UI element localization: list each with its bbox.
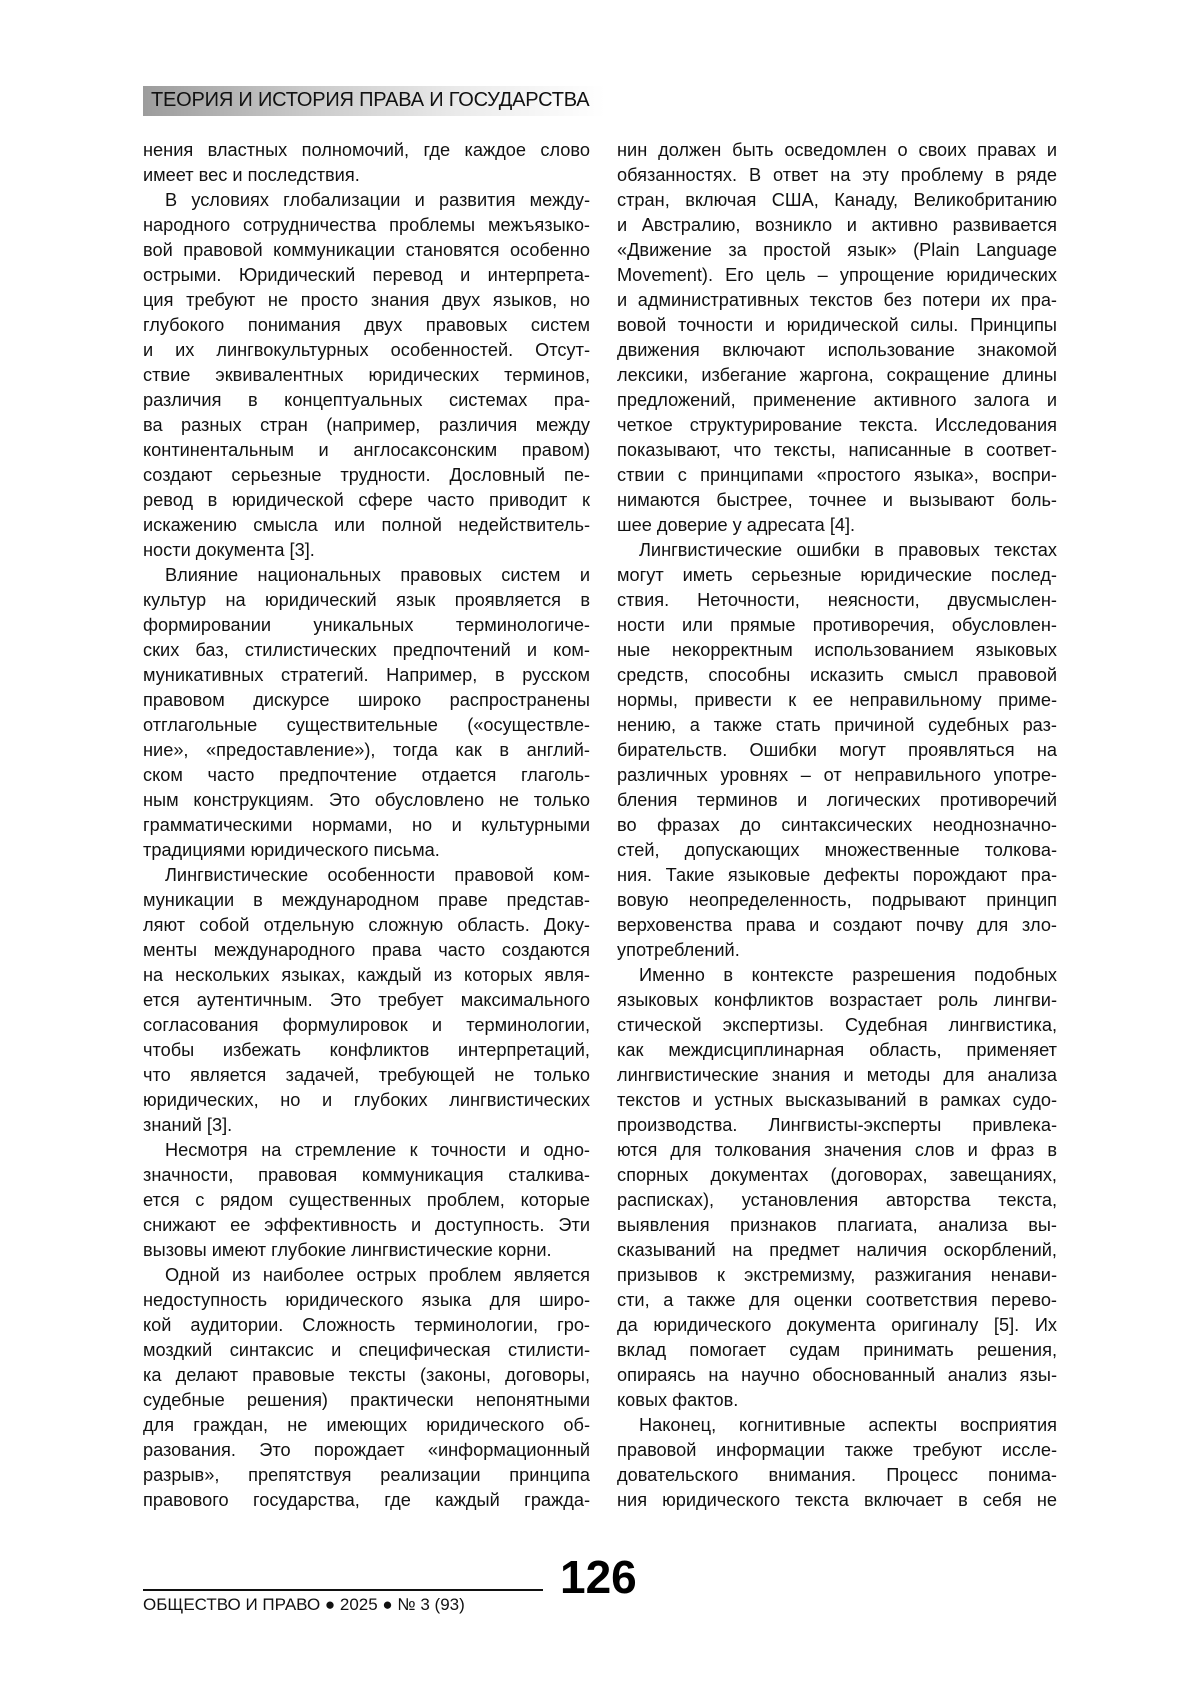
text-line: ние», «предоставление»), тогда как в англий- — [143, 740, 590, 760]
text-line: на нескольких языках, каждый из которых явля- — [143, 965, 590, 985]
text-line: ности документа [3]. — [143, 540, 315, 560]
text-line: Лингвистические ошибки в правовых текстах — [639, 540, 1057, 560]
text-line: опираясь на научно обоснованный анализ язы- — [617, 1365, 1057, 1385]
text-line: как междисциплинарная область, применяет — [617, 1040, 1057, 1060]
text-line: различия в концептуальных системах пра- — [143, 390, 590, 410]
text-line: нению, а также стать причиной судебных раз- — [617, 715, 1057, 735]
text-line: показывают, что тексты, написанные в соответ- — [617, 440, 1057, 460]
text-line: и Австралию, возникло и активно развивается — [617, 215, 1057, 235]
text-line: правового государства, где каждый гражда- — [143, 1490, 590, 1510]
text-line: судебные решения) практически непонятными — [143, 1390, 590, 1410]
text-line: призывов к экстремизму, разжигания ненави- — [617, 1265, 1057, 1285]
text-line: вой правовой коммуникации становятся особенно — [143, 240, 590, 260]
text-line: предложений, применение активного залога и — [617, 390, 1057, 410]
text-line: Одной из наиболее острых проблем является — [165, 1265, 590, 1285]
text-line: вовой точности и юридической силы. Принципы — [617, 315, 1057, 335]
text-line: грамматическими нормами, но и культурными — [143, 815, 590, 835]
text-line: ется с рядом существенных проблем, которые — [143, 1190, 590, 1210]
text-line: ствие эквивалентных юридических терминов, — [143, 365, 590, 385]
text-line: юридических, но и глубоких лингвистических — [143, 1090, 590, 1110]
text-line: значности, правовая коммуникация сталкива- — [143, 1165, 590, 1185]
text-line: четкое структурирование текста. Исследования — [617, 415, 1057, 435]
text-line: Именно в контексте разрешения подобных — [639, 965, 1057, 985]
text-line: сказываний на предмет наличия оскорблений, — [617, 1240, 1057, 1260]
text-line: недоступность юридического языка для широ- — [143, 1290, 590, 1310]
text-line: ния. Такие языковые дефекты порождают пра- — [617, 865, 1057, 885]
text-line: Несмотря на стремление к точности и одно- — [165, 1140, 590, 1160]
running-head-band — [143, 86, 605, 116]
text-line: ния юридического текста включает в себя не — [617, 1490, 1057, 1510]
text-line: бирательств. Ошибки могут проявляться на — [617, 740, 1057, 760]
text-line: вызовы имеют глубокие лингвистические корни. — [143, 1240, 552, 1260]
text-line: имеет вес и последствия. — [143, 165, 360, 185]
text-line: употреблений. — [617, 940, 740, 960]
text-line: бления терминов и логических противоречий — [617, 790, 1057, 810]
text-line: ляют собой отдельную сложную область. Доку- — [143, 915, 590, 935]
text-line: для граждан, не имеющих юридического об- — [143, 1415, 590, 1435]
text-line: обязанностях. В ответ на эту проблему в ряде — [617, 165, 1057, 185]
text-line: Лингвистические особенности правовой ком- — [165, 865, 590, 885]
text-line: менты международного права часто создаются — [143, 940, 590, 960]
text-line: муникативных стратегий. Например, в русском — [143, 665, 590, 685]
text-line: Movement). Его цель – упрощение юридических — [617, 265, 1057, 285]
right-column — [617, 138, 1057, 1513]
text-line: «Движение за простой язык» (Plain Language — [617, 240, 1057, 260]
text-line: ревод в юридической сфере часто приводит к — [143, 490, 590, 510]
text-line: стической экспертизы. Судебная лингвистика, — [617, 1015, 1057, 1035]
text-line: ные некорректным использованием языковых — [617, 640, 1057, 660]
text-line: вовую неопределенность, подрывают принцип — [617, 890, 1057, 910]
text-line: континентальным и англосаксонским правом) — [143, 440, 590, 460]
text-line: ности или прямые противоречия, обусловлен- — [617, 615, 1057, 635]
text-line: лексики, избегание жаргона, сокращение длины — [617, 365, 1057, 385]
text-line: могут иметь серьезные юридические послед- — [617, 565, 1057, 585]
text-line: искажению смысла или полной недействитель- — [143, 515, 590, 535]
text-line: формировании уникальных терминологиче- — [143, 615, 590, 635]
journal-reference: ОБЩЕСТВО И ПРАВО ● 2025 ● № 3 (93) — [143, 1595, 465, 1614]
text-line: правовом дискурсе широко распространены — [143, 690, 590, 710]
text-line: кой аудитории. Сложность терминологии, гро- — [143, 1315, 590, 1335]
text-line: нимаются быстрее, точнее и вызывают боль- — [617, 490, 1057, 510]
text-line: расписках), установления авторства текста, — [617, 1190, 1057, 1210]
text-line: муникации в международном праве представ- — [143, 890, 590, 910]
text-line: ются для толкования значения слов и фраз в — [617, 1140, 1057, 1160]
text-line: Влияние национальных правовых систем и — [165, 565, 590, 585]
text-line: ствии с принципами «простого языка», воспри- — [617, 465, 1057, 485]
text-line: нения властных полномочий, где каждое слово — [143, 140, 590, 160]
text-line: выявления признаков плагиата, анализа вы- — [617, 1215, 1057, 1235]
text-line: ция требуют не просто знания двух языков, но — [143, 290, 590, 310]
text-line: шее доверие у адресата [4]. — [617, 515, 856, 535]
text-line: ка делают правовые тексты (законы, договоры, — [143, 1365, 590, 1385]
text-line: стран, включая США, Канаду, Великобританию — [617, 190, 1057, 210]
text-line: средств, способны исказить смысл правовой — [617, 665, 1057, 685]
text-line: чтобы избежать конфликтов интерпретаций, — [143, 1040, 590, 1060]
text-line: моздкий синтаксис и специфическая стилисти- — [143, 1340, 590, 1360]
text-line: ется аутентичным. Это требует максимального — [143, 990, 590, 1010]
text-line: ковых фактов. — [617, 1390, 739, 1410]
text-line: ным конструкциям. Это обусловлено не только — [143, 790, 590, 810]
text-line: вклад помогает судам принимать решения, — [617, 1340, 1057, 1360]
text-line: разрыв», препятствуя реализации принципа — [143, 1465, 590, 1485]
text-line: что является задачей, требующей не только — [143, 1065, 590, 1085]
page-number: 126 — [560, 1551, 637, 1603]
text-line: и административных текстов без потери их пра- — [617, 290, 1057, 310]
text-line: В условиях глобализации и развития между- — [165, 190, 590, 210]
text-line: культур на юридический язык проявляется в — [143, 590, 590, 610]
text-line: ском часто предпочтение отдается глаголь- — [143, 765, 590, 785]
text-line: различных уровнях – от неправильного употре- — [617, 765, 1057, 785]
text-line: народного сотрудничества проблемы межъязыко- — [143, 215, 590, 235]
text-line: ва разных стран (например, различия между — [143, 415, 590, 435]
text-line: языковых конфликтов возрастает роль лингви- — [617, 990, 1057, 1010]
text-line: сти, а также для оценки соответствия перево- — [617, 1290, 1057, 1310]
text-line: нормы, привести к ее неправильному приме- — [617, 690, 1057, 710]
text-line: довательского внимания. Процесс понима- — [617, 1465, 1057, 1485]
text-line: глубокого понимания двух правовых систем — [143, 315, 590, 335]
text-line: ских баз, стилистических предпочтений и ком- — [143, 640, 590, 660]
text-line: снижают ее эффективность и доступность. Эти — [143, 1215, 590, 1235]
text-line: правовой информации также требуют иссле- — [617, 1440, 1057, 1460]
text-line: и их лингвокультурных особенностей. Отсут- — [143, 340, 590, 360]
text-line: знаний [3]. — [143, 1115, 233, 1135]
text-line: Наконец, когнитивные аспекты восприятия — [639, 1415, 1057, 1435]
text-line: производства. Лингвисты-эксперты привлека- — [617, 1115, 1057, 1135]
text-line: движения включают использование знакомой — [617, 340, 1057, 360]
text-line: традициями юридического письма. — [143, 840, 440, 860]
text-line: во фразах до синтаксических неоднозначно- — [617, 815, 1057, 835]
text-line: лингвистические знания и методы для анализа — [617, 1065, 1057, 1085]
text-line: разования. Это порождает «информационный — [143, 1440, 590, 1460]
footer-rule — [143, 1589, 543, 1591]
text-line: отглагольные существительные («осуществле- — [143, 715, 590, 735]
text-line: острыми. Юридический перевод и интерпрета- — [143, 265, 590, 285]
text-line: верховенства права и создают почву для зло- — [617, 915, 1057, 935]
text-line: создают серьезные трудности. Дословный пе- — [143, 465, 590, 485]
text-line: ствия. Неточности, неясности, двусмыслен- — [617, 590, 1057, 610]
left-column — [143, 138, 590, 1513]
text-line: текстов и устных высказываний в рамках судо- — [617, 1090, 1057, 1110]
section-title: ТЕОРИЯ И ИСТОРИЯ ПРАВА И ГОСУДАРСТВА — [151, 89, 590, 111]
text-line: нин должен быть осведомлен о своих правах и — [617, 140, 1057, 160]
text-line: согласования формулировок и терминологии, — [143, 1015, 590, 1035]
text-line: спорных документах (договорах, завещаниях, — [617, 1165, 1057, 1185]
text-line: стей, допускающих множественные толкова- — [617, 840, 1057, 860]
text-line: да юридического документа оригиналу [5]. Их — [617, 1315, 1057, 1335]
